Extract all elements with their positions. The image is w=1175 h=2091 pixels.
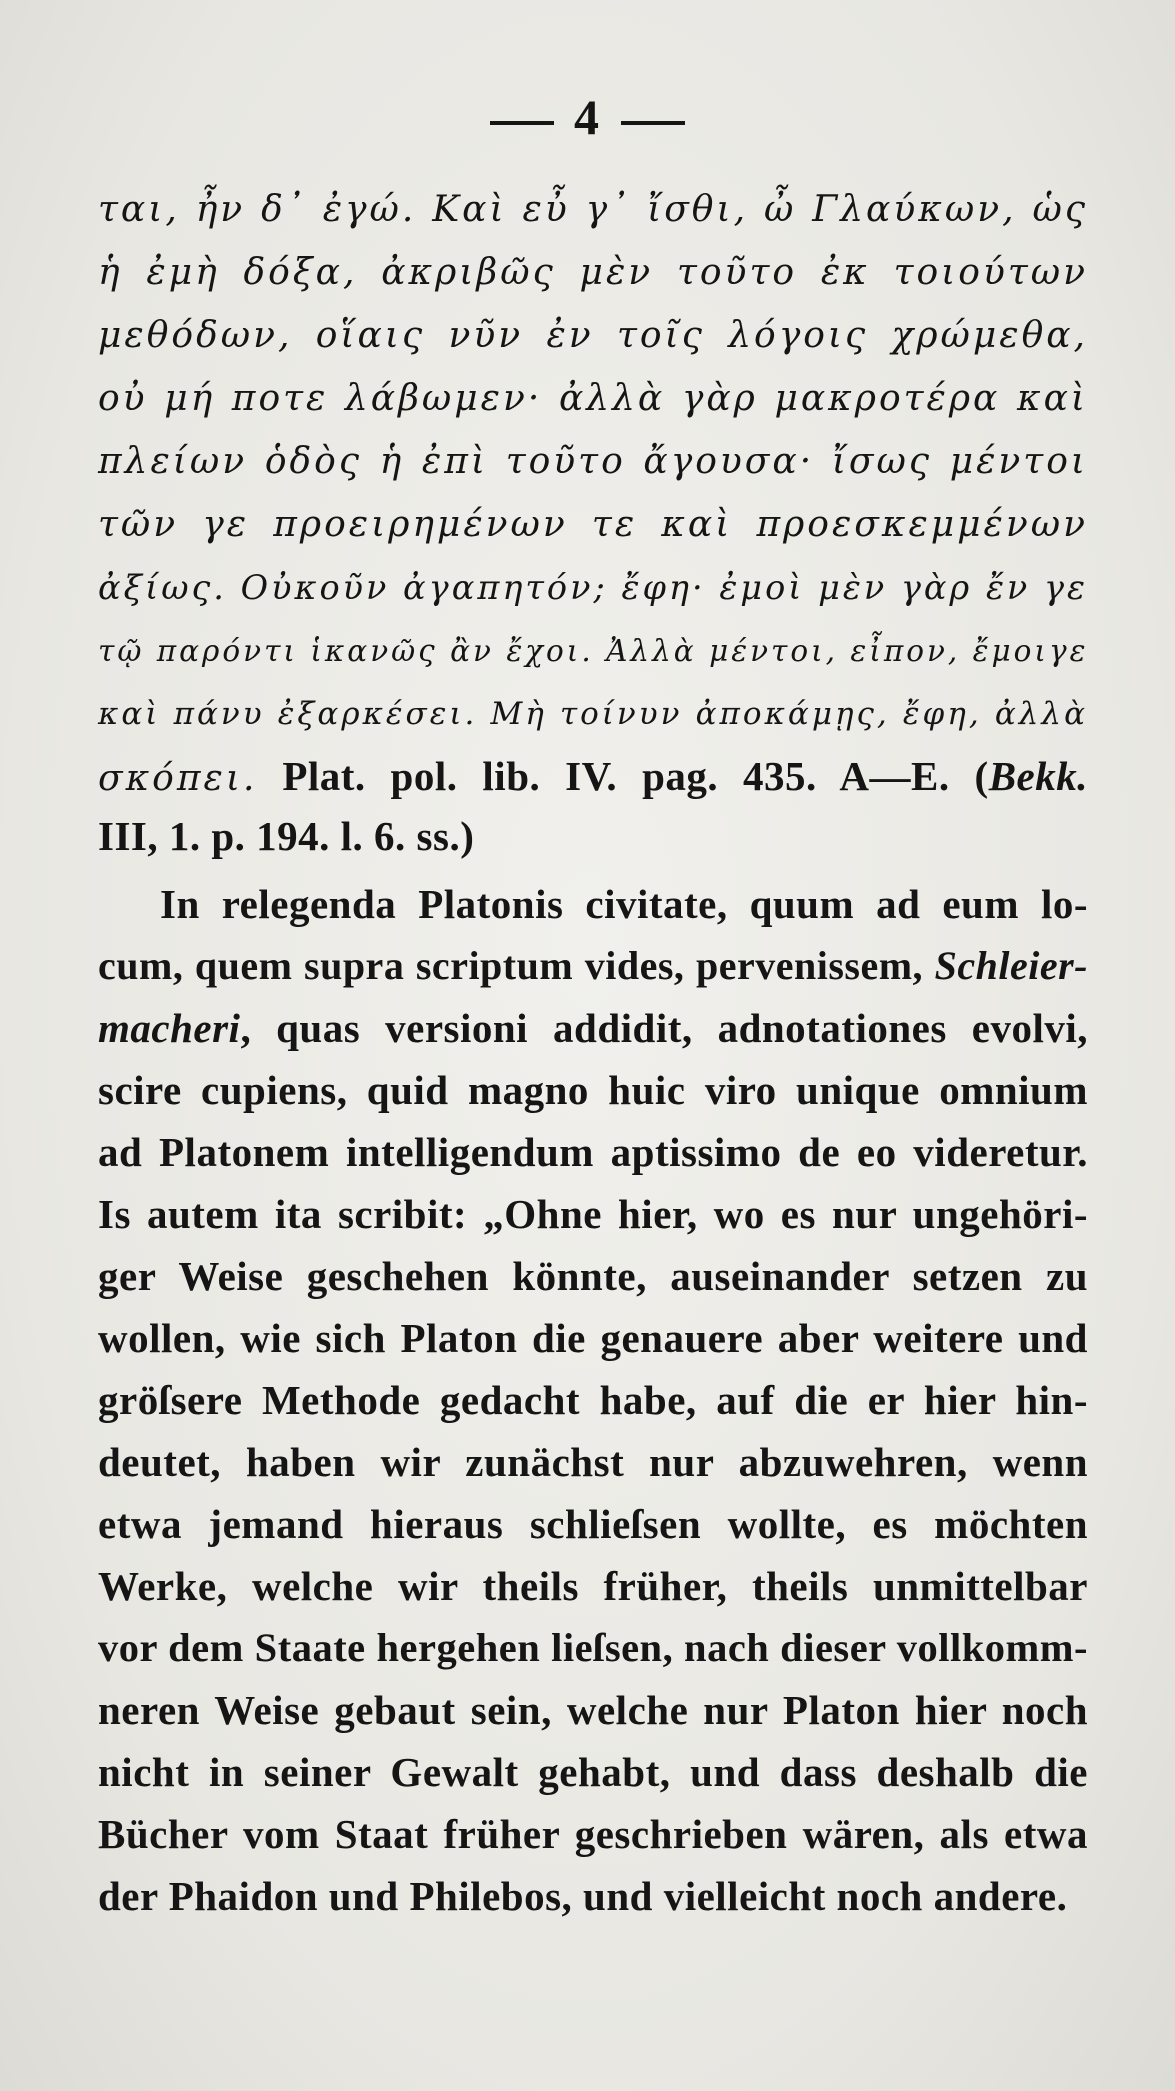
name-schleiermacher-part1: Schleier- bbox=[934, 943, 1088, 988]
paragraph-line-2 bbox=[98, 938, 1088, 994]
paragraph-line-5: ad Platonem intelligendum aptissimo de eo videretur. bbox=[98, 1129, 1088, 1175]
paragraph-line-4: scire cupiens, quid magno huic viro unique omnium bbox=[98, 1067, 1088, 1113]
greek-line-4: οὐ μή ποτε λάβωμεν· ἀλλὰ γὰρ μακροτέρα καὶ bbox=[98, 378, 1088, 419]
greek-line-5: πλείων ὁδὸς ἡ ἐπὶ τοῦτο ἄγουσα· ἴσως μέντοι bbox=[98, 441, 1088, 482]
paragraph-line-14: neren Weise gebaut sein, welche nur Platon hier noch bbox=[98, 1687, 1088, 1733]
paragraph-line-17: der Phaidon und Philebos, und vielleicht noch andere. bbox=[98, 1873, 1068, 1919]
greek-line-6: τῶν γε προειρημένων τε καὶ προεσκεμμένων bbox=[98, 504, 1088, 545]
paragraph-line-13: vor dem Staate hergehen lieſsen, nach dieser vollkomm- bbox=[98, 1625, 1088, 1670]
paragraph-line-7: ger Weise geschehen könnte, auseinander setzen zu bbox=[98, 1253, 1088, 1299]
greek-line-2: ἡ ἐμὴ δόξα, ἀκριβῶς μὲν τοῦτο ἐκ τοιούτων bbox=[98, 252, 1088, 293]
greek-line-3: μεθόδων, οἵαις νῦν ἐν τοῖς λόγοις χρώμεθα, bbox=[98, 315, 1088, 356]
paragraph-line-2-text: cum, quem supra scriptum vides, pervenissem, bbox=[98, 943, 935, 988]
citation-edition: Bekk. bbox=[988, 753, 1088, 799]
greek-line-7: ἀξίως. Οὐκοῦν ἀγαπητόν; ἔφη· ἐμοὶ μὲν γὰρ ἔν γε bbox=[98, 568, 1088, 607]
greek-line-9: καὶ πάνυ ἐξαρκέσει. Μὴ τοίνυν ἀποκάμῃς, ἔφη, ἀλλὰ bbox=[98, 696, 1088, 732]
greek-line-1: ται, ἦν δ᾽ ἐγώ. Καὶ εὖ γ᾽ ἴσθι, ὦ Γλαύκων, ὡς bbox=[98, 189, 1088, 230]
paragraph-line-16: Bücher vom Staat früher geschrieben wären, als etwa bbox=[98, 1811, 1088, 1857]
paragraph-line-1: In relegenda Platonis civitate, quum ad eum lo- bbox=[160, 881, 1088, 927]
paragraph-line-9: gröſsere Methode gedacht habe, auf die er hier hin- bbox=[98, 1377, 1088, 1423]
paragraph-line-11: etwa jemand hieraus schlieſsen wollte, es möchten bbox=[98, 1501, 1088, 1547]
citation-greek: σκόπει. bbox=[98, 758, 258, 799]
name-schleiermacher-part2: macheri bbox=[98, 1005, 241, 1051]
paragraph-line-15: nicht in seiner Gewalt gehabt, und dass deshalb die bbox=[98, 1749, 1088, 1795]
paragraph-line-3 bbox=[98, 1000, 1088, 1056]
paragraph-line-12: Werke, welche wir theils früher, theils unmittelbar bbox=[98, 1563, 1088, 1609]
header-dash-left bbox=[490, 121, 554, 125]
citation-line-1 bbox=[98, 748, 1088, 804]
header-dash-right bbox=[621, 121, 685, 125]
citation-text: Plat. pol. lib. IV. pag. 435. A—E. ( bbox=[257, 753, 989, 799]
paragraph-line-10: deutet, haben wir zunächst nur abzuwehren, wenn bbox=[98, 1439, 1088, 1485]
page-number: 4 bbox=[574, 89, 601, 145]
greek-line-8: τῷ παρόντι ἱκανῶς ἂν ἔχοι. Ἀλλὰ μέντοι, εἶπον, ἔμοιγε bbox=[98, 634, 1089, 668]
paragraph-line-6: Is autem ita scribit: „Ohne hier, wo es nur ungehöri- bbox=[98, 1191, 1088, 1237]
page-header bbox=[0, 88, 1175, 146]
paragraph-line-3-text: , quas versioni addidit, adnotationes evolvi, bbox=[240, 1005, 1088, 1051]
citation-line-2: III, 1. p. 194. l. 6. ss.) bbox=[98, 813, 475, 859]
paragraph-line-8: wollen, wie sich Platon die genauere aber weitere und bbox=[98, 1315, 1088, 1361]
